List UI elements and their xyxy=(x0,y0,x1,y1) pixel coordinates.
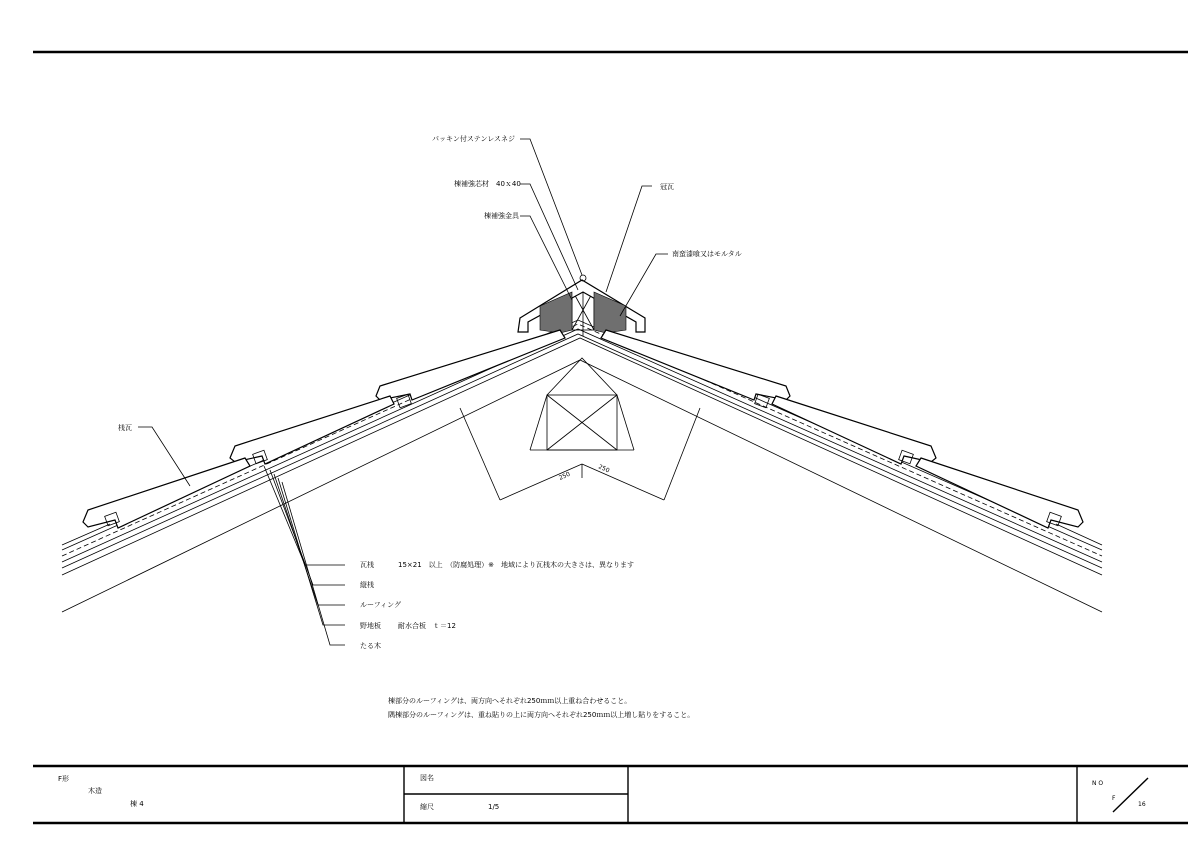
label-rafter: たる木 xyxy=(360,642,381,650)
label-roofing: ルーフィング xyxy=(360,601,401,609)
scale-value: 1/5 xyxy=(488,803,500,811)
label-core: 棟補強芯材 40ｘ40 xyxy=(454,180,521,188)
note-2: 隅棟部分のルーフィングは、重ね貼りの上に両方向へそれぞれ250ｍｍ以上増し貼りをすること。 xyxy=(388,711,695,719)
label-mortar: 南蛮漆喰又はモルタル xyxy=(672,250,742,258)
title-type: F形 xyxy=(58,775,70,783)
sheet-no-label: N O xyxy=(1092,780,1104,787)
label-crown-tile: 冠瓦 xyxy=(660,183,674,191)
sheet-prefix: F xyxy=(1112,795,1116,802)
label-roof-tile: 桟瓦 xyxy=(118,424,132,432)
sheathing-layers xyxy=(62,320,1102,568)
dimension-lines xyxy=(460,408,700,500)
ridge-block xyxy=(530,358,634,450)
label-vertical-batten: 縦桟 xyxy=(360,581,374,589)
label-screw: パッキン付ステンレスネジ xyxy=(432,135,516,143)
label-batten: 瓦桟 xyxy=(360,561,374,569)
scale-label: 縮尺 xyxy=(420,803,434,811)
right-roof-tiles xyxy=(601,330,1102,545)
label-batten-spec: 15×21 以上 （防腐処理）※ 地域により瓦桟木の大きさは、異なります xyxy=(398,561,635,569)
note-1: 棟部分のルーフィングは、両方向へそれぞれ250ｍｍ以上重ね合わせること。 xyxy=(388,697,632,705)
dim-right-text: 250 xyxy=(597,463,611,475)
label-sheathing-spec: 耐水合板 ｔ＝12 xyxy=(398,622,456,630)
title-structure: 木造 xyxy=(88,787,102,795)
sheet-number: 16 xyxy=(1138,801,1146,808)
left-roof-tiles xyxy=(62,330,565,545)
title-ridge: 棟 4 xyxy=(130,800,144,808)
label-sheathing: 野地板 xyxy=(360,622,381,630)
dim-left-text: 250 xyxy=(557,470,572,482)
drawing-name-label: 図名 xyxy=(420,774,434,782)
label-bracket: 棟補強金具 xyxy=(484,212,519,220)
